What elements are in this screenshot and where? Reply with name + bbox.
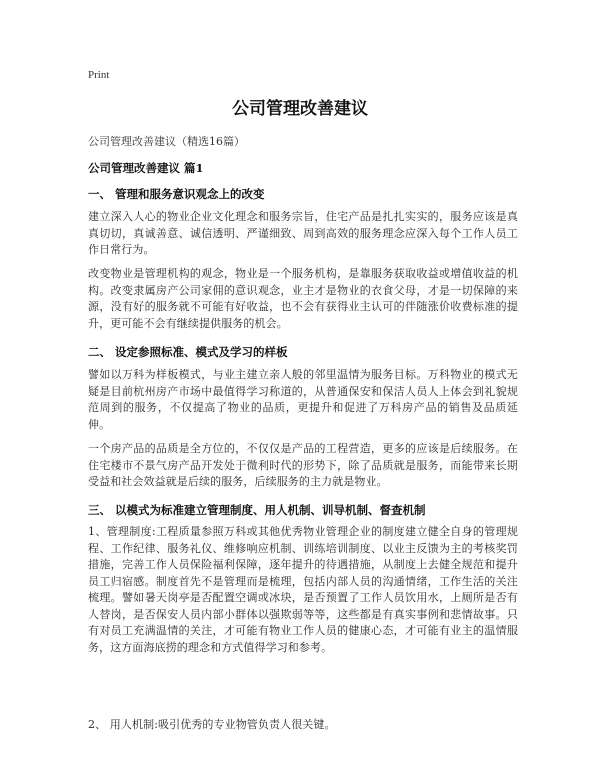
article-title: 公司管理改善建议 篇1 <box>88 161 204 175</box>
section-heading-1: 一、 管理和服务意识观念上的改变 <box>88 187 265 201</box>
document-title: 公司管理改善建议 <box>232 99 368 119</box>
paragraph: 建立深入人心的物业企业文化理念和服务宗旨，住宅产品是扎扎实实的，服务应该是真真切切，真诚善意、诚信透明、严谨细致、周到高效的服务理念应深入每个工作人员工作日常行为。 <box>88 210 518 256</box>
paragraph: 2、 用人机制:吸引优秀的专业物管负责人很关键。 <box>88 718 336 731</box>
document-subtitle: 公司管理改善建议（精选16篇） <box>88 135 245 148</box>
paragraph: 譬如以万科为样板模式，与业主建立亲人般的邻里温情为服务目标。万科物业的模式无疑是目前杭州房产市场中最值得学习称道的，从普通保安和保洁人员人上体会到礼貌规范周到的服务，不仅提高了物业的品质，更提升和促进了万科房产品的销售及品质延伸。 <box>88 368 518 431</box>
paragraph: 一个房产品的品质是全方位的，不仅仅是产品的工程营造，更多的应该是后续服务。在住宅楼市不景气房产品开发处于微利时代的形势下，除了品质就是服务，而能带来长期受益和社会效益就是后续的服务，后续服务的主力就是物业。 <box>88 442 518 488</box>
section-heading-3: 三、 以模式为标准建立管理制度、用人机制、训导机制、督查机制 <box>88 503 426 517</box>
section-heading-2: 二、 设定参照标准、模式及学习的样板 <box>88 345 288 359</box>
paragraph: 改变物业是管理机构的观念，物业是一个服务机构，是靠服务获取收益或增值收益的机构。改变隶属房产公司家佣的意识观念，业主才是物业的衣食父母，才是一切保障的来源，没有好的服务就不可能有好收益，也不会有获得业主认可的伴随涨价收费标准的提升，更可能不会有继续提供服务的机会。 <box>88 267 518 330</box>
print-label: Print <box>88 69 110 81</box>
paragraph: 1、管理制度:工程质量参照万科或其他优秀物业管理企业的制度建立健全自身的管理规程、工作纪律、服务礼仪、维修响应机制、训练培训制度、以业主反馈为主的考核奖罚措施，完善工作人员保险福利保障，逐年提升的待遇措施，从制度上去健全规范和提升员工归宿感。制度首先不是管理而是梳理，包括内部人员的沟通情绪，工作生活的关注梳理。譬如暑天岗亭是否配置空调或冰块，是否预置了工作人员饮用水，上厕所是否有人替岗，是否保安人员内部小群体以强欺弱等等，这些都是有真实事例和悲情故事。只有对员工充满温情的关注，才可能有物业工作人员的健康心态，才可能有业主的温情服务，这方面海底捞的理念和方式值得学习和参考。 <box>88 525 518 654</box>
